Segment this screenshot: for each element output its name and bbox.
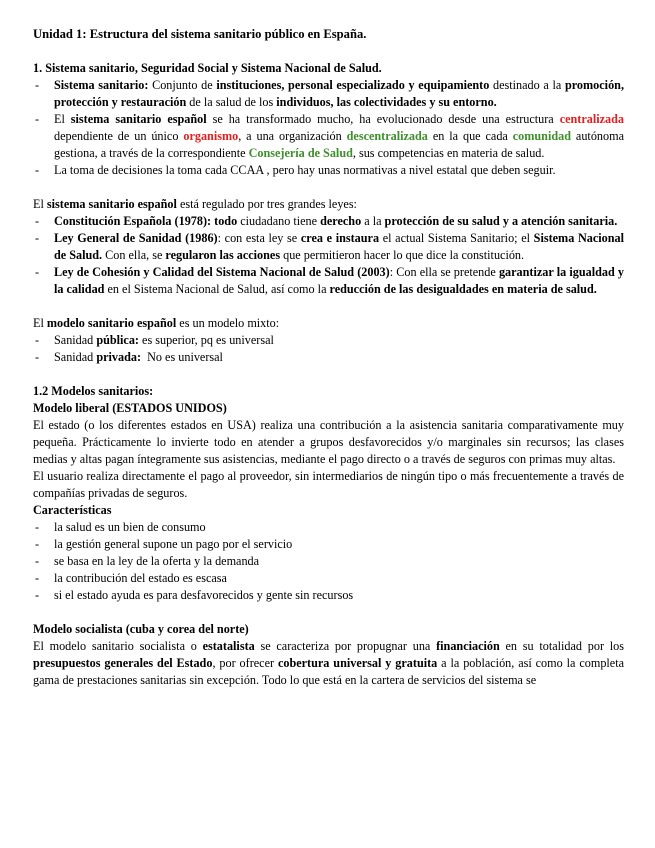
highlight-descentralizada: descentralizada	[346, 129, 428, 143]
list-item: - la contribución del estado es escasa	[33, 570, 624, 587]
unit-title: Unidad 1: Estructura del sistema sanitario público en España.	[33, 27, 367, 41]
list-item: - si el estado ayuda es para desfavorecidos y gente sin recursos	[33, 587, 624, 604]
list-item-sistema-espanol: - El sistema sanitario español se ha transformado mucho, ha evolucionado desde una estructura centralizada dependiente de un único organismo, a una organización descentralizada en la que cada comunidad autónoma gestiona, a través de la correspondiente Consejería de Salud, sus competencias en materia de salud.	[33, 111, 624, 162]
features-list	[33, 519, 624, 604]
list-item: - se basa en la ley de la oferta y la demanda	[33, 553, 624, 570]
liberal-model-heading: Modelo liberal (ESTADOS UNIDOS)	[33, 401, 227, 415]
liberal-paragraph-1: El estado (o los diferentes estados en USA) realiza una contribución a la asistencia sanitaria comparativamente muy pequeña. Prácticamente lo invierte todo en atender a grupos desfavorecidos y/o marginales sin recursos; las clases medias y altas pagan íntegramente sus asistencias, mediante el pago directo o a través de seguros con primas muy altas.	[33, 418, 624, 466]
laws-intro: El sistema sanitario español está regulado por tres grandes leyes:	[33, 197, 357, 211]
list-item-sistema-sanitario: - Sistema sanitario: Conjunto de instituciones, personal especializado y equipamiento destinado a la promoción, protección y restauración de la salud de los individuos, las colectividades y su entorno.	[33, 77, 624, 111]
list-item-sanidad-privada: - Sanidad privada: No es universal	[33, 349, 624, 366]
liberal-paragraph-2: El usuario realiza directamente el pago al proveedor, sin intermediarios de ningún tipo o más frecuentemente a través de compañías privadas de seguros.	[33, 469, 624, 500]
section-1-list	[33, 77, 624, 179]
section-1-heading: 1. Sistema sanitario, Seguridad Social y Sistema Nacional de Salud.	[33, 61, 382, 75]
mixed-model-list	[33, 332, 624, 366]
features-heading: Características	[33, 503, 112, 517]
law-constitucion: - Constitución Española (1978): todo ciudadano tiene derecho a la protección de su salud y a atención sanitaria.	[33, 213, 624, 230]
list-item-sanidad-publica: - Sanidad pública: es superior, pq es universal	[33, 332, 624, 349]
highlight-consejeria: Consejería de Salud	[248, 146, 353, 160]
law-cohesion-calidad: - Ley de Cohesión y Calidad del Sistema Nacional de Salud (2003): Con ella se pretende garantizar la igualdad y la calidad en el Sistema Nacional de Salud, así como la reducción de las desigualdades en materia de salud.	[33, 264, 624, 298]
mixed-model-intro: El modelo sanitario español es un modelo mixto:	[33, 316, 280, 330]
socialist-model-heading: Modelo socialista (cuba y corea del norte)	[33, 622, 249, 636]
laws-list	[33, 213, 624, 298]
highlight-centralizada: centralizada	[559, 112, 624, 126]
section-2-heading: 1.2 Modelos sanitarios:	[33, 384, 154, 398]
list-item: - la gestión general supone un pago por el servicio	[33, 536, 624, 553]
law-general-sanidad: - Ley General de Sanidad (1986): con esta ley se crea e instaura el actual Sistema Sanitario; el Sistema Nacional de Salud. Con ella, se regularon las acciones que permitieron hacer lo que dice la constitución.	[33, 230, 624, 264]
highlight-organismo: organismo	[183, 129, 239, 143]
socialist-paragraph: El modelo sanitario socialista o estatalista se caracteriza por propugnar una financiación en su totalidad por los presupuestos generales del Estado, por ofrecer cobertura universal y gratuita a la población, así como la completa gama de prestaciones sanitarias sin excepción. Todo lo que está en la cartera de servicios del sistema se	[33, 639, 625, 687]
document-page	[33, 26, 624, 689]
highlight-comunidad: comunidad	[512, 129, 571, 143]
list-item: - la salud es un bien de consumo	[33, 519, 624, 536]
list-item-ccaa: - La toma de decisiones la toma cada CCAA , pero hay unas normativas a nivel estatal que deben seguir.	[33, 162, 624, 179]
